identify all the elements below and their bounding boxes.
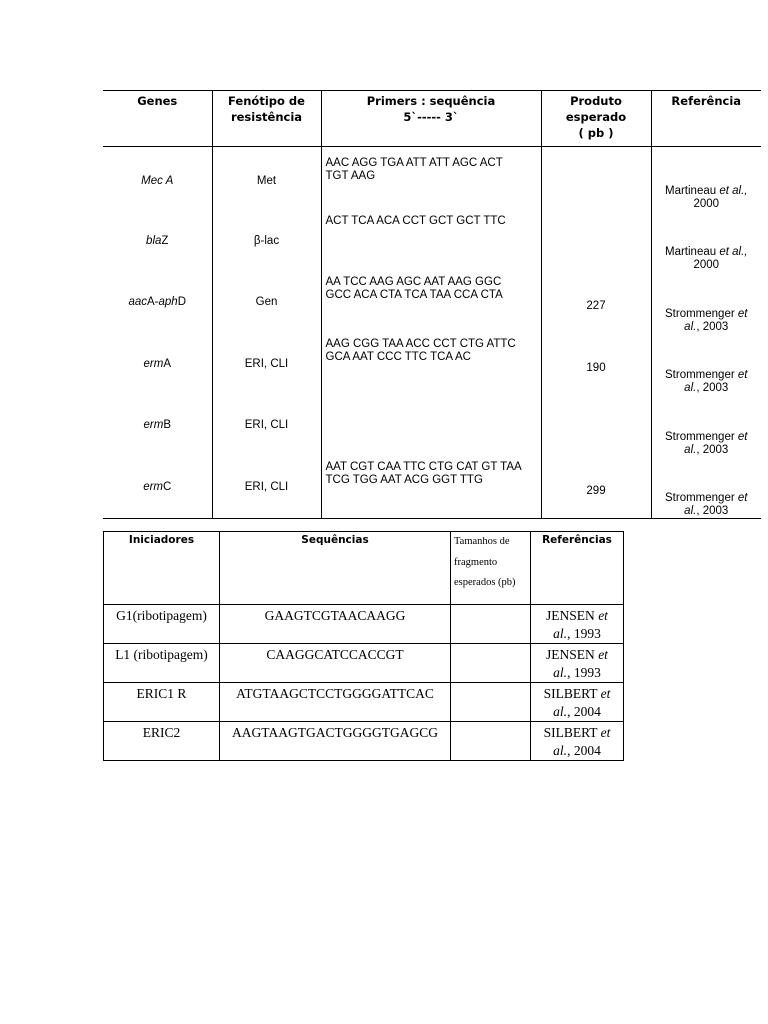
phenotype: Gen (212, 272, 321, 334)
phenotype: β-lac (212, 211, 321, 273)
reference (531, 683, 624, 722)
gene-suffix-2: D (177, 296, 187, 309)
initiator-sequence: CAAGGCATCCACCGT (220, 644, 451, 683)
primer-sequence (321, 211, 541, 273)
ref-al: al. (553, 626, 568, 641)
table-row (104, 605, 624, 644)
gene-suffix: C (163, 480, 172, 493)
expected-product (541, 147, 651, 211)
ref-al: al. (684, 382, 697, 394)
gene-suffix: A- (147, 296, 159, 309)
fragment-size (451, 683, 531, 722)
table-row (103, 147, 761, 211)
table-row (104, 722, 624, 761)
reference (651, 147, 761, 211)
ref-al: al. (553, 704, 568, 719)
ref-author: Strommenger (665, 307, 738, 320)
expected-product: 299 (541, 457, 651, 519)
expected-product (541, 395, 651, 457)
fragment-size (451, 605, 531, 644)
gene-italic: aac (128, 296, 148, 309)
gene-name (103, 272, 212, 334)
ref-author: SILBERT (543, 686, 601, 701)
ref-author: Strommenger (665, 430, 738, 443)
ref-year: , 2003 (696, 443, 729, 456)
reference (531, 722, 624, 761)
initiator-sequence: GAAGTCGTAACAAGG (220, 605, 451, 644)
ref-year: , 2003 (696, 320, 729, 333)
ref-author: Martineau (665, 246, 720, 258)
ref-etal: et al., (719, 246, 748, 258)
table-row (103, 334, 761, 396)
sequence-text: AA TCC AAG AGC AAT AAG GGC GCC ACA CTA TCA TAA CCA CTA (325, 276, 503, 301)
ref-year: , 2004 (567, 743, 601, 758)
phenotype: ERI, CLI (212, 334, 321, 396)
gene-italic: bla (146, 234, 162, 247)
primer-sequence (321, 395, 541, 457)
initiator-name: ERIC1 R (104, 683, 220, 722)
gene-italic: erm (143, 419, 164, 432)
expected-product (541, 211, 651, 273)
gene-suffix: Z (161, 234, 169, 247)
ref-author: Strommenger (665, 492, 738, 504)
table-row (104, 644, 624, 683)
ref-year: 2000 (693, 259, 720, 271)
ref-author: SILBERT (543, 725, 601, 740)
primers-table (103, 90, 761, 519)
ref-et: et (600, 725, 611, 740)
initiator-sequence: AAGTAAGTGACTGGGGTGAGCG (220, 722, 451, 761)
reference (531, 644, 624, 683)
fragment-size (451, 722, 531, 761)
header-fenotipo: Fenótipo de resistência (212, 91, 321, 147)
sequence-text: AAG CGG TAA ACC CCT CTG ATTC GCA AAT CCC TTC TCA AC (325, 337, 516, 363)
gene-suffix: A (163, 357, 171, 370)
initiator-sequence: ATGTAAGCTCCTGGGGATTCAC (220, 683, 451, 722)
ref-et: et (737, 492, 748, 504)
gene-name (103, 334, 212, 396)
header-referencia: Referência (651, 91, 761, 147)
ref-year: , 1993 (567, 626, 601, 641)
table-row (104, 683, 624, 722)
gene-italic: erm (143, 357, 164, 370)
ref-year: 2000 (693, 197, 720, 210)
sequence-text: ACT TCA ACA CCT GCT GCT TTC (325, 214, 506, 227)
ref-author: Strommenger (665, 369, 738, 381)
initiators-table (103, 531, 624, 761)
gene-suffix: B (163, 419, 171, 432)
header-genes: Genes (103, 91, 212, 147)
ref-al: al. (553, 743, 568, 758)
ref-et: et (737, 430, 748, 443)
table-row (103, 457, 761, 519)
primer-sequence (321, 457, 541, 519)
header-produto: Produto esperado ( pb ) (541, 91, 651, 147)
reference (651, 272, 761, 334)
gene-name: Mec A (141, 175, 174, 188)
reference (651, 334, 761, 396)
phenotype: Met (212, 147, 321, 211)
ref-al: al. (684, 505, 697, 517)
header-tamanhos: Tamanhos de fragmento esperados (pb) (451, 532, 531, 605)
ref-year: , 2003 (696, 382, 729, 394)
ref-et: et (737, 307, 748, 320)
table-header-row (103, 91, 761, 147)
initiator-name: L1 (ribotipagem) (104, 644, 220, 683)
table-row (103, 395, 761, 457)
reference (651, 211, 761, 273)
ref-author: JENSEN (546, 647, 599, 662)
table-header-row (104, 532, 624, 605)
initiator-name: ERIC2 (104, 722, 220, 761)
gene-name (103, 211, 212, 273)
ref-year: , 1993 (567, 665, 601, 680)
ref-et: et (598, 608, 608, 623)
reference (651, 457, 761, 519)
gene-name (103, 395, 212, 457)
gene-italic-2: aph (158, 296, 178, 309)
sequence-text: AAT CGT CAA TTC CTG CAT GT TAA TCG TGG AAT ACG GGT TTG (325, 460, 522, 486)
primer-sequence (321, 272, 541, 334)
expected-product: 190 (541, 334, 651, 396)
ref-al: al. (684, 320, 697, 333)
phenotype: ERI, CLI (212, 457, 321, 519)
header-primers: Primers : sequência 5`----- 3` (321, 91, 541, 147)
header-iniciadores: Iniciadores (104, 532, 220, 605)
header-referencias: Referências (531, 532, 624, 605)
ref-year: , 2004 (567, 704, 601, 719)
initiator-name: G1(ribotipagem) (104, 605, 220, 644)
ref-year: , 2003 (696, 505, 729, 517)
phenotype: ERI, CLI (212, 395, 321, 457)
ref-author: Martineau (665, 184, 720, 197)
table-row (103, 211, 761, 273)
ref-et: et (737, 369, 748, 381)
ref-et: et (600, 686, 611, 701)
reference (651, 395, 761, 457)
expected-product: 227 (541, 272, 651, 334)
table-row (103, 272, 761, 334)
ref-et: et (598, 647, 608, 662)
reference (531, 605, 624, 644)
ref-al: al. (553, 665, 568, 680)
ref-al: al. (684, 443, 697, 456)
gene-italic: erm (143, 480, 163, 493)
fragment-size (451, 644, 531, 683)
gene-name (103, 457, 212, 519)
ref-author: JENSEN (546, 608, 599, 623)
ref-etal: et al., (719, 184, 748, 197)
header-sequencias: Sequências (220, 532, 451, 605)
sequence-text: AAC AGG TGA ATT ATT AGC ACT TGT AAG (325, 157, 503, 182)
primer-sequence (321, 147, 541, 211)
primer-sequence (321, 334, 541, 396)
